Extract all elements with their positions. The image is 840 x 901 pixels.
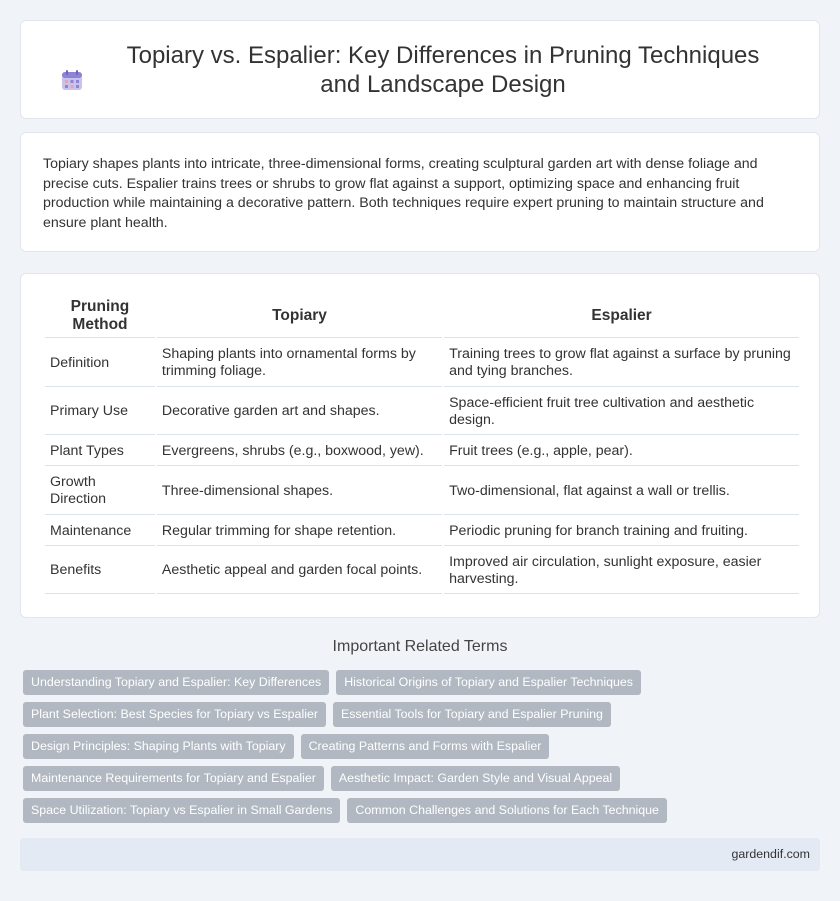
table-row xyxy=(45,517,799,546)
row-espalier: Training trees to grow flat against a surface by pruning and tying branches. xyxy=(444,340,799,387)
row-method: Growth Direction xyxy=(45,468,155,515)
related-term-tag[interactable]: Plant Selection: Best Species for Topiary vs Espalier xyxy=(23,702,326,727)
row-method: Benefits xyxy=(45,548,155,594)
tag-row xyxy=(23,766,823,791)
related-term-tag[interactable]: Aesthetic Impact: Garden Style and Visual Appeal xyxy=(331,766,620,791)
row-espalier: Improved air circulation, sunlight exposure, easier harvesting. xyxy=(444,548,799,594)
row-method: Definition xyxy=(45,340,155,387)
row-espalier: Two-dimensional, flat against a wall or trellis. xyxy=(444,468,799,515)
row-topiary: Shaping plants into ornamental forms by trimming foliage. xyxy=(157,340,442,387)
table-row xyxy=(45,548,799,594)
row-topiary: Regular trimming for shape retention. xyxy=(157,517,442,546)
footer xyxy=(20,838,820,871)
footer-site-name: gardendif.com xyxy=(731,847,810,861)
row-espalier: Fruit trees (e.g., apple, pear). xyxy=(444,437,799,466)
table-header-row xyxy=(45,294,799,338)
comparison-table-card xyxy=(20,273,820,618)
table-row xyxy=(45,389,799,435)
page-title: Topiary vs. Espalier: Key Differences in Pruning Techniques and Landscape Design xyxy=(126,41,760,98)
row-topiary: Decorative garden art and shapes. xyxy=(157,389,442,435)
header-card xyxy=(20,20,820,119)
tag-row xyxy=(23,798,823,823)
comparison-table xyxy=(43,292,801,596)
row-method: Maintenance xyxy=(45,517,155,546)
tag-row xyxy=(23,670,823,695)
related-term-tag[interactable]: Maintenance Requirements for Topiary and Espalier xyxy=(23,766,324,791)
header-topiary: Topiary xyxy=(157,294,442,338)
row-espalier: Periodic pruning for branch training and fruiting. xyxy=(444,517,799,546)
related-term-tag[interactable]: Historical Origins of Topiary and Espalier Techniques xyxy=(336,670,641,695)
table-row xyxy=(45,437,799,466)
related-term-tag[interactable]: Creating Patterns and Forms with Espalier xyxy=(301,734,550,759)
related-term-tag[interactable]: Common Challenges and Solutions for Each Technique xyxy=(347,798,667,823)
header-espalier: Espalier xyxy=(444,294,799,338)
row-topiary: Three-dimensional shapes. xyxy=(157,468,442,515)
row-topiary: Aesthetic appeal and garden focal points. xyxy=(157,548,442,594)
intro-text: Topiary shapes plants into intricate, three-dimensional forms, creating sculptural garden art with dense foliage and precise cuts. Espalier trains trees or shrubs to grow flat against a support, optimizing space and enhancing fruit production while maintaining a decorative pattern. Both techniques require expert pruning to maintain structure and ensure plant health. xyxy=(43,156,764,231)
table-row xyxy=(45,468,799,515)
table-row xyxy=(45,340,799,387)
related-terms-list xyxy=(23,670,823,830)
related-terms-title: Important Related Terms xyxy=(332,638,508,655)
header-pruning-method: Pruning Method xyxy=(45,294,155,338)
row-topiary: Evergreens, shrubs (e.g., boxwood, yew). xyxy=(157,437,442,466)
related-term-tag[interactable]: Understanding Topiary and Espalier: Key Differences xyxy=(23,670,329,695)
calendar-icon xyxy=(60,68,84,92)
intro-card xyxy=(20,132,820,252)
tag-row xyxy=(23,702,823,727)
related-term-tag[interactable]: Design Principles: Shaping Plants with Topiary xyxy=(23,734,294,759)
row-method: Primary Use xyxy=(45,389,155,435)
row-method: Plant Types xyxy=(45,437,155,466)
row-espalier: Space-efficient fruit tree cultivation and aesthetic design. xyxy=(444,389,799,435)
related-term-tag[interactable]: Space Utilization: Topiary vs Espalier in Small Gardens xyxy=(23,798,340,823)
tag-row xyxy=(23,734,823,759)
related-term-tag[interactable]: Essential Tools for Topiary and Espalier Pruning xyxy=(333,702,611,727)
